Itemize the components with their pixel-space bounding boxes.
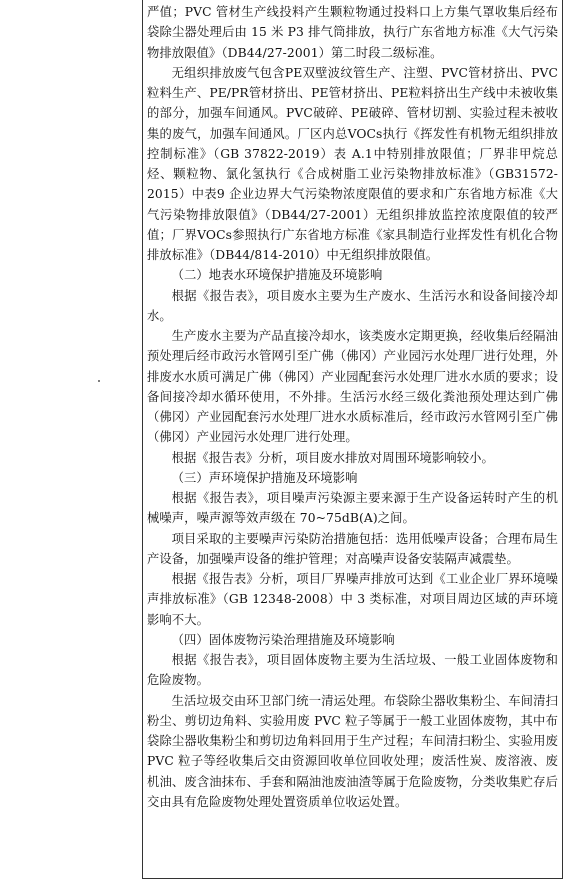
section-heading-surface-water: （二）地表水环境保护措施及环境影响 [171, 268, 383, 283]
paragraph-solid-waste-handling: 生活垃圾交由环卫部门统一清运处理。布袋除尘器收集粉尘、车间清扫粉尘、剪切边角料、实验用废 PVC 粒子等属于一般工业固体废物，其中布袋除尘器收集粉尘和剪切边角料回用于生产过程；车间清扫粉尘、实验用废 PVC 粒子等经收集后交由资源回收单位回收处理；废活性炭、废溶液、废机油、废含油抹布、手套和隔油池废油渣等属于危险废物，分类收集贮存后交由具有危险废物处理处置资质单位收运处置。 [147, 693, 558, 809]
paragraph-noise-conclusion: 根据《报告表》分析，项目厂界噪声排放可达到《工业企业厂界环境噪声排放标准》（GB 12348-2008）中 3 类标准，对项目周边区域的声环境影响不大。 [147, 572, 558, 627]
document-body [147, 2, 558, 812]
paragraph-production-wastewater: 生产废水主要为产品直接冷却水，该类废水定期更换，经收集后经隔油预处理后经市政污水管网引至广佛（佛冈）产业园污水处理厂进行处理，外排废水水质可满足广佛（佛冈）产业园配套污水处理厂进水水质的要求；设备间接冷却水循环使用，不外排。生活污水经三级化粪池预处理达到广佛（佛冈）产业园配套污水处理厂进水水质标准后，经市政污水管网引至广佛（佛冈）产业园污水处理厂进行处理。 [147, 329, 558, 445]
paragraph-noise-sources: 根据《报告表》，项目噪声污染源主要来源于生产设备运转时产生的机械噪声，噪声源等效声级在 70~75dB(A)之间。 [147, 491, 558, 526]
margin-dot [98, 380, 100, 382]
paragraph-noise-measures: 项目采取的主要噪声污染防治措施包括：选用低噪声设备；合理布局生产设备，加强噪声设备的维护管理；对高噪声设备安装隔声减震垫。 [147, 531, 558, 566]
paragraph-fugitive-emissions: 无组织排放废气包含PE双壁波纹管生产、注塑、PVC管材挤出、PVC粒料生产、PE/PR管材挤出、PE管材挤出、PE粒料挤出生产线中未被收集的部分，加强车间通风。PVC破碎、PE破碎、管材切割、实验过程未被收集的废气，加强车间通风。厂区内总VOCs执行《挥发性有机物无组织排放控制标准》（GB 37822-2019）表 A.1中特别排放限值；厂界非甲烷总烃、颗粒物、氯化氢执行《合成树脂工业污染物排放标准》（GB31572-2015）中表9 企业边界大气污染物浓度限值的要求和广东省地方标准《大气污染物排放限值》（DB44/27-2001）无组织排放监控浓度限值的较严值；厂界VOCs参照执行广东省地方标准《家具制造行业挥发性有机化合物排放标准》（DB44/814-2010）中无组织排放限值。 [147, 65, 558, 262]
section-heading-solid-waste: （四）固体废物污染治理措施及环境影响 [171, 632, 395, 647]
paragraph-continuation: 严值；PVC 管材生产线投料产生颗粒物通过投料口上方集气罩收集后经布袋除尘器处理后由 15 米 P3 排气筒排放，执行广东省地方标准《大气污染物排放限值》（DB44/27-2001）第二时段二级标准。 [147, 5, 558, 60]
paragraph-wastewater-sources: 根据《报告表》，项目废水主要为生产废水、生活污水和设备间接冷却水。 [147, 288, 558, 323]
paragraph-wastewater-conclusion: 根据《报告表》分析，项目废水排放对周围环境影响较小。 [171, 450, 494, 465]
paragraph-solid-waste-types: 根据《报告表》，项目固体废物主要为生活垃圾、一般工业固体废物和危险废物。 [147, 653, 558, 688]
section-heading-noise: （三）声环境保护措施及环境影响 [171, 470, 358, 485]
